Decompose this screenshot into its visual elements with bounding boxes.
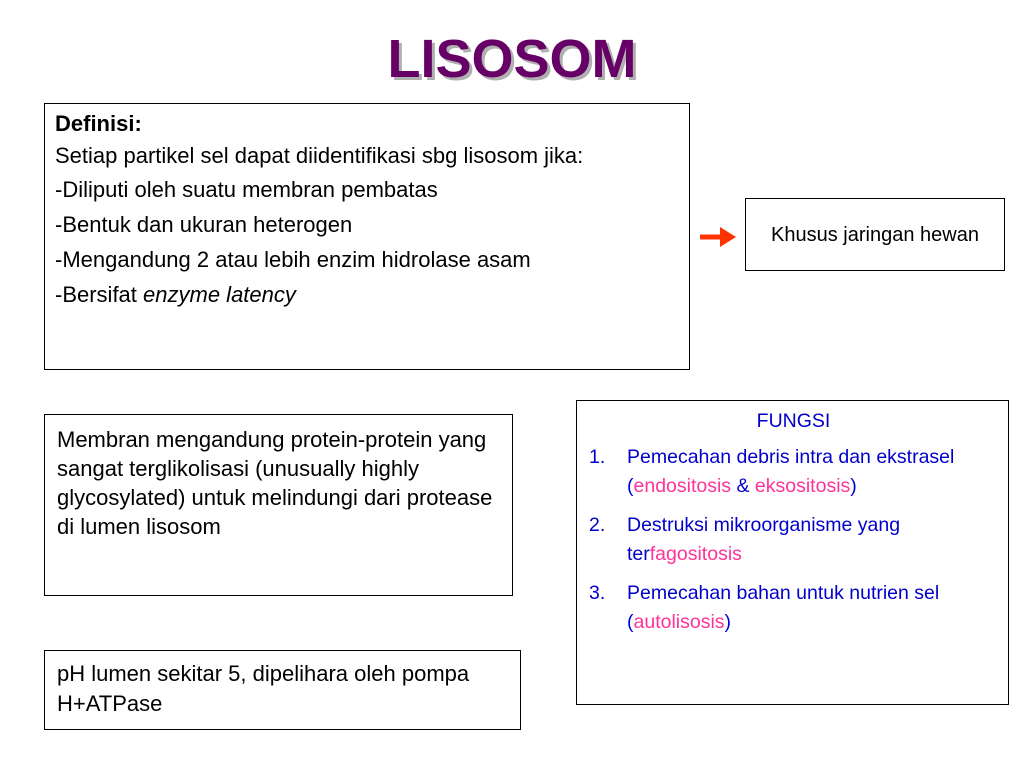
function-text <box>627 443 998 501</box>
definition-heading: Definisi: <box>55 111 142 136</box>
function-text-part: Destruksi mikroorganisme yang ter <box>627 514 901 565</box>
animal-tissue-text: Khusus jaringan hewan <box>771 223 979 246</box>
slide-title: LISOSOM <box>387 29 637 89</box>
definition-criterion: -Diliputi oleh suatu membran pembatas <box>55 177 438 202</box>
function-number: 2. <box>589 514 606 536</box>
right-arrow-icon <box>698 224 738 250</box>
function-item <box>589 579 998 637</box>
function-text-part: & <box>731 475 755 497</box>
function-text <box>627 511 998 569</box>
function-text-part: Pemecahan debris intra dan ekstrasel ( <box>627 446 955 497</box>
latency-term: enzyme latency <box>143 282 296 307</box>
ph-text: pH lumen sekitar 5, dipelihara oleh pompa H+ATPase <box>57 661 470 716</box>
function-number: 3. <box>589 582 606 604</box>
function-title: FUNGSI <box>756 410 831 432</box>
definition-intro: Setiap partikel sel dapat diidentifikasi sbg lisosom jika: <box>55 143 584 168</box>
definition-criterion-latency <box>55 283 679 306</box>
definition-criterion: -Bentuk dan ukuran heterogen <box>55 212 353 237</box>
function-item <box>589 511 998 569</box>
phagocytosis-term: fagositosis <box>649 543 742 565</box>
latency-prefix: -Bersifat <box>55 282 144 307</box>
function-text-part: ) <box>724 611 732 633</box>
function-list <box>589 443 998 637</box>
definition-box <box>44 103 690 370</box>
autolysosis-term: autolisosis <box>633 611 725 633</box>
ph-box <box>44 650 521 730</box>
function-item <box>589 443 998 501</box>
membrane-box <box>44 414 513 596</box>
membrane-text: Membran mengandung protein-protein yang sangat terglikolisasi (unusually highly glycosylated) untuk melindungi dari protease di lumen lisosom <box>57 427 493 539</box>
exocytosis-term: eksositosis <box>754 475 851 497</box>
function-number: 1. <box>589 446 606 468</box>
function-text-part: ) <box>850 475 857 497</box>
definition-criterion: -Mengandung 2 atau lebih enzim hidrolase asam <box>55 247 531 272</box>
animal-tissue-note <box>745 198 1005 271</box>
function-text <box>627 579 998 637</box>
endocytosis-term: endositosis <box>633 475 732 497</box>
function-text-part: Pemecahan bahan untuk nutrien sel ( <box>627 582 940 633</box>
function-box <box>576 400 1009 705</box>
